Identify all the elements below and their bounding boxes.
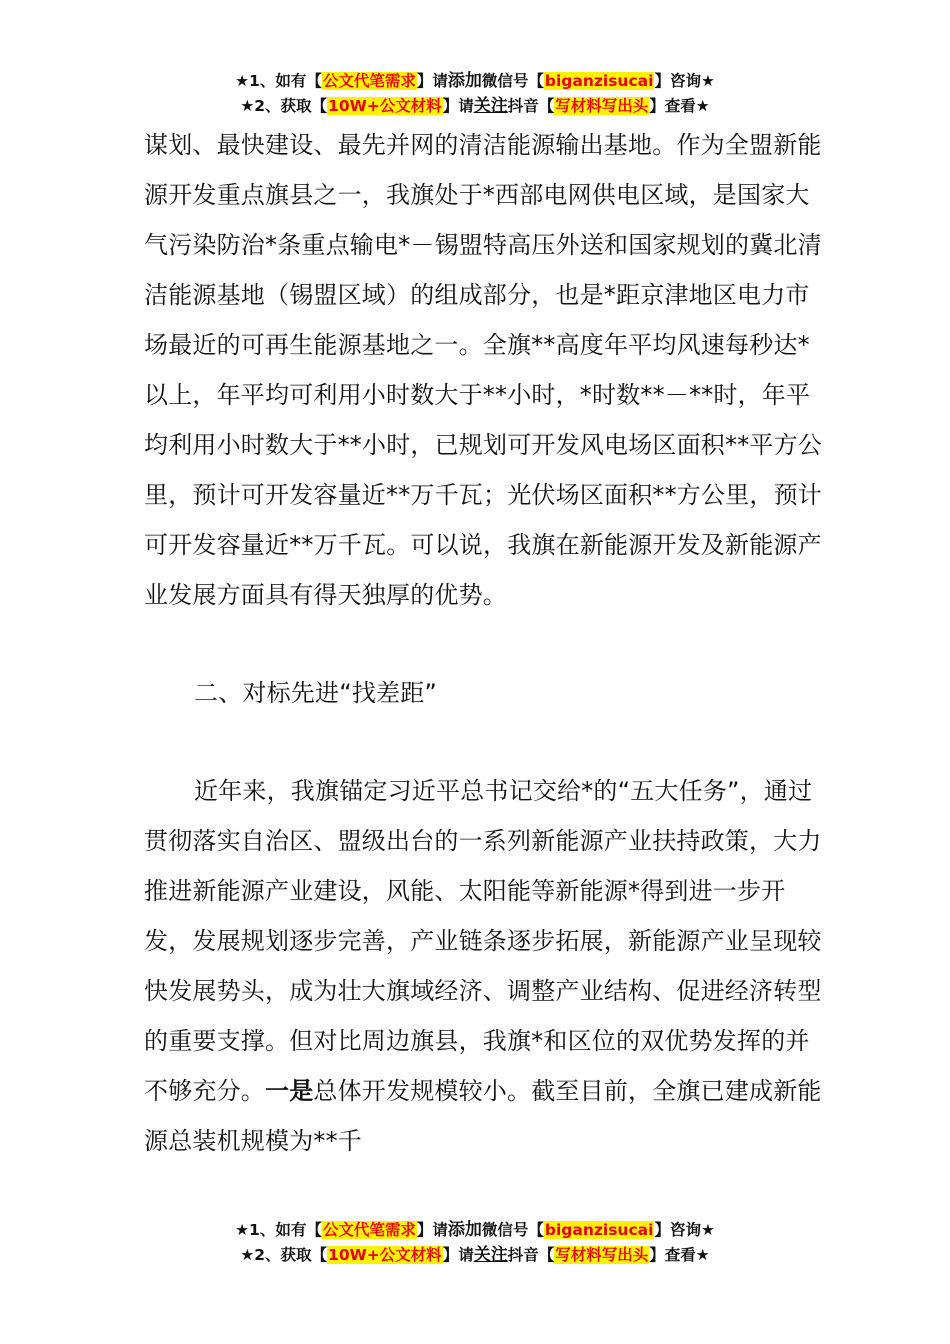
section-heading: 二、对标先进“找差距” bbox=[194, 679, 438, 707]
banner-text: ★1、如有【 bbox=[235, 1221, 322, 1239]
banner-wechat-id: biganzisucai bbox=[544, 1221, 654, 1239]
paragraph-2-text-continued: 总体开发规模较小。截至目前，全旗已建成新能源总装机规模为**千 bbox=[144, 1077, 822, 1155]
document-body bbox=[144, 120, 824, 1166]
banner-text: ★1、如有【 bbox=[235, 72, 322, 90]
banner-highlight: 公文代笔需求 bbox=[322, 72, 416, 90]
banner-wechat-id: biganzisucai bbox=[544, 72, 654, 90]
banner-text: 】咨询★ bbox=[654, 72, 715, 90]
banner-highlight: 10W+公文材料 bbox=[328, 97, 442, 115]
paragraph-2 bbox=[144, 766, 824, 1166]
banner-text: 】咨询★ bbox=[654, 1221, 715, 1239]
banner-text: 抖音【 bbox=[507, 97, 555, 115]
banner-text: 】请 bbox=[416, 1221, 448, 1239]
banner-text: 】查看★ bbox=[649, 1246, 710, 1264]
banner-text: 微信号【 bbox=[481, 72, 544, 90]
banner-line-1 bbox=[0, 1218, 950, 1243]
banner-text: 微信号【 bbox=[481, 1221, 544, 1239]
banner-line-2 bbox=[0, 94, 950, 119]
top-banner bbox=[0, 69, 950, 119]
paragraph-2-keyword: 一是 bbox=[265, 1077, 314, 1105]
banner-highlight: 10W+公文材料 bbox=[328, 1246, 442, 1264]
banner-text: 】请 bbox=[416, 72, 448, 90]
banner-text: ★2、获取【 bbox=[240, 97, 328, 115]
banner-douyin-id: 写材料写出头 bbox=[555, 97, 649, 115]
banner-emphasis: 添加 bbox=[447, 71, 482, 91]
paragraph-2-text: 近年来，我旗锚定习近平总书记交给*的“五大任务”，通过贯彻落实自治区、盟级出台的一系列新能源产业扶持政策，大力推进新能源产业建设，风能、太阳能等新能源*得到进一步开发，发展规划逐步完善，产业链条逐步拓展，新能源产业呈现较快发展势头，成为壮大旗域经济、调整产业结构、促进经济转型的重要支撑。但对比周边旗县，我旗*和区位的双优势发挥的并不够充分。 bbox=[144, 777, 822, 1105]
banner-text: 】请 bbox=[442, 97, 474, 115]
banner-text: 】请 bbox=[442, 1246, 474, 1264]
banner-highlight: 公文代笔需求 bbox=[322, 1221, 416, 1239]
banner-text: 抖音【 bbox=[507, 1246, 555, 1264]
paragraph-1: 谋划、最快建设、最先并网的清洁能源输出基地。作为全盟新能源开发重点旗县之一，我旗处于*西部电网供电区域，是国家大气污染防治*条重点输电*－锡盟特高压外送和国家规划的冀北清洁能源基地（锡盟区域）的组成部分，也是*距京津地区电力市场最近的可再生能源基地之一。全旗**高度年平均风速每秒达*以上，年平均可利用小时数大于**小时，*时数**－**时，年平均利用小时数大于**小时，已规划可开发风电场区面积**平方公里，预计可开发容量近**万千瓦；光伏场区面积**方公里，预计可开发容量近**万千瓦。可以说，我旗在新能源开发及新能源产业发展方面具有得天独厚的优势。 bbox=[144, 131, 822, 609]
banner-text: ★2、获取【 bbox=[240, 1246, 328, 1264]
banner-emphasis: 添加 bbox=[447, 1220, 482, 1240]
banner-emphasis: 关注 bbox=[473, 1245, 508, 1265]
banner-line-1 bbox=[0, 69, 950, 94]
banner-text: 】查看★ bbox=[649, 97, 710, 115]
bottom-banner bbox=[0, 1218, 950, 1268]
banner-douyin-id: 写材料写出头 bbox=[555, 1246, 649, 1264]
banner-line-2 bbox=[0, 1243, 950, 1268]
banner-emphasis: 关注 bbox=[473, 96, 508, 116]
